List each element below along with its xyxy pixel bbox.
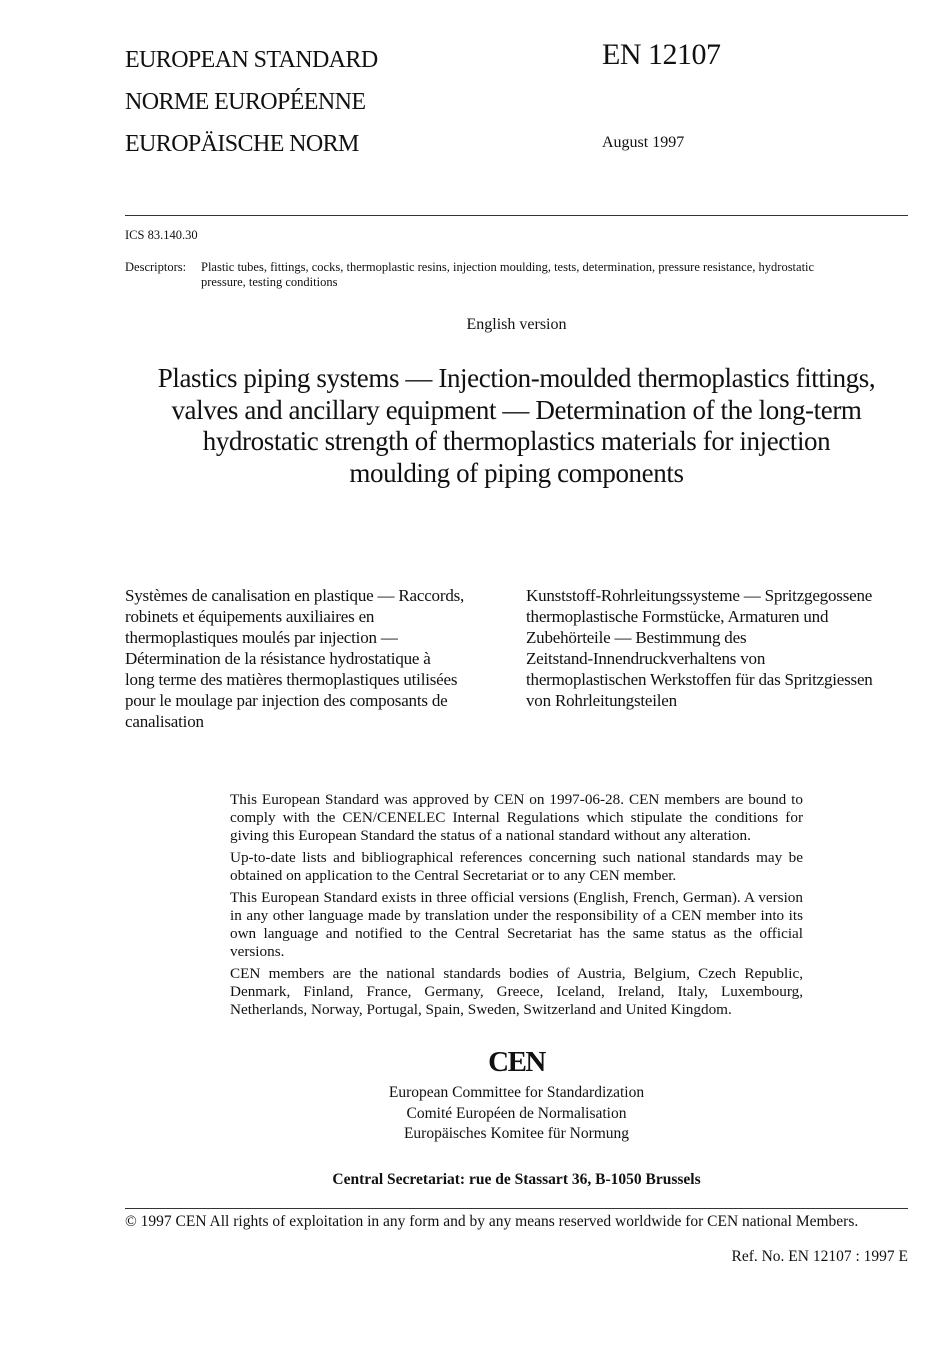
publication-date: August 1997 <box>602 134 685 151</box>
header-divider <box>125 215 908 216</box>
standard-name-en: EUROPEAN STANDARD <box>125 47 378 73</box>
footer-divider <box>125 1208 908 1209</box>
standard-number: EN 12107 <box>602 38 721 71</box>
german-title-line: thermoplastischen Werkstoffen für das Spritzgiessen <box>526 670 873 689</box>
german-title-line: von Rohrleitungsteilen <box>526 691 677 710</box>
notice-paragraph: Up-to-date lists and bibliographical references concerning such national standards may be obtained on application to the Central Secretariat or to any CEN member. <box>230 849 803 884</box>
cen-name: Comité Européen de Normalisation <box>406 1104 627 1122</box>
copyright-notice: © 1997 CEN All rights of exploitation in any form and by any means reserved worldwide for CEN national Members. <box>125 1213 859 1230</box>
central-secretariat: Central Secretariat: rue de Stassart 36, B-1050 Brussels <box>332 1171 701 1188</box>
descriptors-text: Plastic tubes, fittings, cocks, thermoplastic resins, injection moulding, tests, determination, pressure resistance, hydrostatic pressure, testing conditions <box>201 260 815 289</box>
french-title <box>125 585 515 732</box>
reference-number: Ref. No. EN 12107 : 1997 E <box>731 1248 908 1265</box>
ics-code: ICS 83.140.30 <box>125 228 198 242</box>
french-title-line: Détermination de la résistance hydrostatique à <box>125 649 431 668</box>
notice-paragraph: This European Standard was approved by CEN on 1997-06-28. CEN members are bound to comply with the CEN/CENELEC Internal Regulations which stipulate the conditions for giving this European Standard the status of a national standard without any alteration. <box>230 791 803 844</box>
german-title-line: Zubehörteile — Bestimmung des <box>526 628 747 647</box>
title-line: hydrostatic strength of thermoplastics materials for injection <box>202 426 831 456</box>
german-title <box>526 585 926 711</box>
title-line: valves and ancillary equipment — Determination of the long-term <box>171 394 862 425</box>
standard-name-fr: NORME EUROPÉENNE <box>125 89 366 115</box>
cen-name: Europäisches Komitee für Normung <box>403 1125 630 1142</box>
approval-notice <box>230 791 803 1023</box>
french-title-line: long terme des matières thermoplastiques utilisées <box>125 670 458 689</box>
standard-name-de: EUROPÄISCHE NORM <box>125 131 359 157</box>
title-line: moulding of piping components <box>349 457 684 488</box>
french-title-line: Systèmes de canalisation en plastique — Raccords, <box>125 586 465 605</box>
cen-name: European Committee for Standardization <box>388 1084 645 1101</box>
french-title-line: canalisation <box>125 712 204 731</box>
german-title-line: thermoplastische Formstücke, Armaturen und <box>526 607 829 626</box>
french-title-line: thermoplastiques moulés par injection — <box>125 628 398 647</box>
cen-logo: CEN <box>488 1046 545 1078</box>
french-title-line: pour le moulage par injection des composants de <box>125 691 448 710</box>
version-label: English version <box>466 316 567 333</box>
cen-names <box>125 1083 908 1145</box>
notice-paragraph: This European Standard exists in three official versions (English, French, German). A version in any other language made by translation under the responsibility of a CEN member into its own language and notified to the Central Secretariat has the same status as the official versions. <box>230 889 803 960</box>
document-title <box>100 363 933 489</box>
german-title-line: Zeitstand-Innendruckverhaltens von <box>526 649 766 668</box>
descriptors-label: Descriptors: <box>125 260 187 274</box>
title-line: Plastics piping systems — Injection-moulded thermoplastics fittings, <box>157 363 876 393</box>
notice-paragraph: CEN members are the national standards bodies of Austria, Belgium, Czech Republic, Denmark, Finland, France, Germany, Greece, Iceland, Ireland, Italy, Luxembourg, Netherlands, Norway, Portugal, Spain, Sweden, Switzerland and United Kingdom. <box>230 965 803 1018</box>
french-title-line: robinets et équipements auxiliaires en <box>125 607 375 626</box>
german-title-line: Kunststoff-Rohrleitungssysteme — Spritzgegossene <box>526 586 873 605</box>
